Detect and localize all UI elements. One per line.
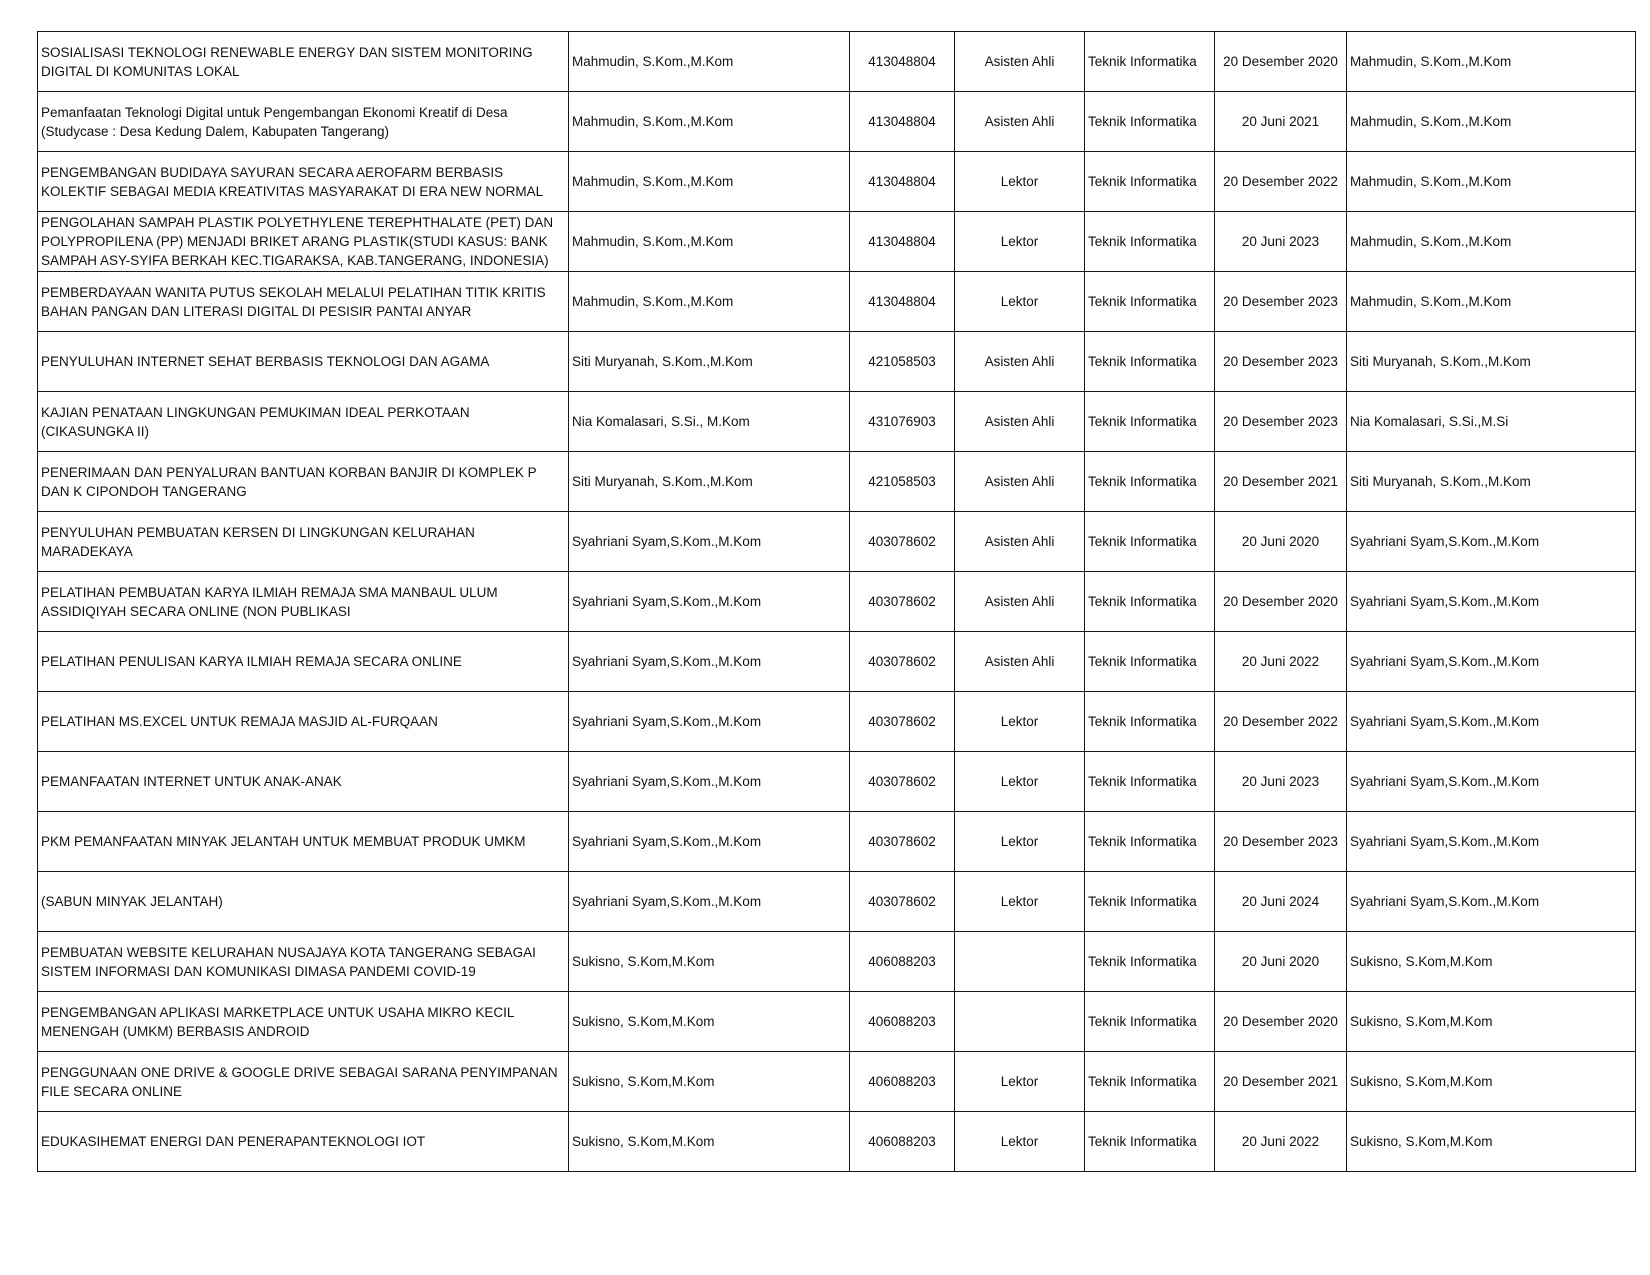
- cell-judul: PENERIMAAN DAN PENYALURAN BANTUAN KORBAN BANJIR DI KOMPLEK P DAN K CIPONDOH TANGERANG: [38, 452, 569, 512]
- cell-ketua: Syahriani Syam,S.Kom.,M.Kom: [1347, 812, 1636, 872]
- cell-tanggal: 20 Desember 2023: [1215, 272, 1347, 332]
- cell-dosen: Syahriani Syam,S.Kom.,M.Kom: [569, 512, 850, 572]
- cell-nidn: 431076903: [850, 392, 955, 452]
- cell-ketua: Sukisno, S.Kom,M.Kom: [1347, 992, 1636, 1052]
- cell-nidn: 406088203: [850, 932, 955, 992]
- cell-tanggal: 20 Juni 2023: [1215, 212, 1347, 272]
- cell-dosen: Mahmudin, S.Kom.,M.Kom: [569, 92, 850, 152]
- cell-ketua: Mahmudin, S.Kom.,M.Kom: [1347, 272, 1636, 332]
- cell-prodi: Teknik Informatika: [1085, 1052, 1215, 1112]
- cell-judul: PENGEMBANGAN BUDIDAYA SAYURAN SECARA AEROFARM BERBASIS KOLEKTIF SEBAGAI MEDIA KREATIVITAS MASYARAKAT DI ERA NEW NORMAL: [38, 152, 569, 212]
- cell-nidn: 413048804: [850, 152, 955, 212]
- cell-ketua: Syahriani Syam,S.Kom.,M.Kom: [1347, 512, 1636, 572]
- cell-nidn: 403078602: [850, 512, 955, 572]
- cell-ketua: Sukisno, S.Kom,M.Kom: [1347, 1052, 1636, 1112]
- cell-nidn: 403078602: [850, 872, 955, 932]
- cell-ketua: Syahriani Syam,S.Kom.,M.Kom: [1347, 752, 1636, 812]
- cell-prodi: Teknik Informatika: [1085, 452, 1215, 512]
- cell-tanggal: 20 Juni 2021: [1215, 92, 1347, 152]
- cell-nidn: 406088203: [850, 1112, 955, 1172]
- cell-dosen: Nia Komalasari, S.Si., M.Kom: [569, 392, 850, 452]
- cell-judul: PENYULUHAN PEMBUATAN KERSEN DI LINGKUNGAN KELURAHAN MARADEKAYA: [38, 512, 569, 572]
- cell-dosen: Siti Muryanah, S.Kom.,M.Kom: [569, 452, 850, 512]
- cell-jabatan: [955, 992, 1085, 1052]
- cell-nidn: 413048804: [850, 272, 955, 332]
- cell-ketua: Sukisno, S.Kom,M.Kom: [1347, 1112, 1636, 1172]
- cell-dosen: Mahmudin, S.Kom.,M.Kom: [569, 212, 850, 272]
- cell-judul: PENGOLAHAN SAMPAH PLASTIK POLYETHYLENE TEREPHTHALATE (PET) DAN POLYPROPILENA (PP) MENJADI BRIKET ARANG PLASTIK(STUDI KASUS: BANK SAMPAH ASY-SYIFA BERKAH KEC.TIGARAKSA, KAB.TANGERANG, INDONESIA): [38, 212, 569, 272]
- cell-ketua: Mahmudin, S.Kom.,M.Kom: [1347, 212, 1636, 272]
- cell-judul: PENGEMBANGAN APLIKASI MARKETPLACE UNTUK USAHA MIKRO KECIL MENENGAH (UMKM) BERBASIS ANDROID: [38, 992, 569, 1052]
- cell-prodi: Teknik Informatika: [1085, 572, 1215, 632]
- cell-nidn: 406088203: [850, 992, 955, 1052]
- cell-ketua: Mahmudin, S.Kom.,M.Kom: [1347, 32, 1636, 92]
- cell-dosen: Mahmudin, S.Kom.,M.Kom: [569, 272, 850, 332]
- cell-prodi: Teknik Informatika: [1085, 812, 1215, 872]
- cell-judul: PENGGUNAAN ONE DRIVE & GOOGLE DRIVE SEBAGAI SARANA PENYIMPANAN FILE SECARA ONLINE: [38, 1052, 569, 1112]
- cell-nidn: 403078602: [850, 812, 955, 872]
- cell-dosen: Syahriani Syam,S.Kom.,M.Kom: [569, 812, 850, 872]
- cell-jabatan: Asisten Ahli: [955, 32, 1085, 92]
- cell-judul: PELATIHAN MS.EXCEL UNTUK REMAJA MASJID AL-FURQAAN: [38, 692, 569, 752]
- cell-ketua: Syahriani Syam,S.Kom.,M.Kom: [1347, 572, 1636, 632]
- cell-prodi: Teknik Informatika: [1085, 1112, 1215, 1172]
- cell-tanggal: 20 Desember 2020: [1215, 572, 1347, 632]
- cell-tanggal: 20 Juni 2020: [1215, 932, 1347, 992]
- table-row: [38, 452, 1636, 512]
- cell-nidn: 406088203: [850, 1052, 955, 1112]
- cell-prodi: Teknik Informatika: [1085, 152, 1215, 212]
- cell-jabatan: Lektor: [955, 752, 1085, 812]
- cell-dosen: Syahriani Syam,S.Kom.,M.Kom: [569, 572, 850, 632]
- cell-dosen: Syahriani Syam,S.Kom.,M.Kom: [569, 632, 850, 692]
- cell-prodi: Teknik Informatika: [1085, 692, 1215, 752]
- cell-nidn: 403078602: [850, 752, 955, 812]
- cell-dosen: Sukisno, S.Kom,M.Kom: [569, 1112, 850, 1172]
- cell-prodi: Teknik Informatika: [1085, 512, 1215, 572]
- cell-tanggal: 20 Desember 2023: [1215, 812, 1347, 872]
- cell-dosen: Siti Muryanah, S.Kom.,M.Kom: [569, 332, 850, 392]
- cell-ketua: Syahriani Syam,S.Kom.,M.Kom: [1347, 692, 1636, 752]
- cell-nidn: 403078602: [850, 572, 955, 632]
- cell-prodi: Teknik Informatika: [1085, 632, 1215, 692]
- cell-jabatan: Lektor: [955, 152, 1085, 212]
- table-row: [38, 692, 1636, 752]
- cell-judul: KAJIAN PENATAAN LINGKUNGAN PEMUKIMAN IDEAL PERKOTAAN (CIKASUNGKA II): [38, 392, 569, 452]
- cell-jabatan: Lektor: [955, 692, 1085, 752]
- table-row: [38, 212, 1636, 272]
- cell-jabatan: Lektor: [955, 812, 1085, 872]
- cell-dosen: Mahmudin, S.Kom.,M.Kom: [569, 32, 850, 92]
- cell-ketua: Sukisno, S.Kom,M.Kom: [1347, 932, 1636, 992]
- cell-jabatan: Lektor: [955, 1112, 1085, 1172]
- table-row: [38, 632, 1636, 692]
- table-body: [38, 32, 1636, 1172]
- cell-jabatan: [955, 932, 1085, 992]
- cell-jabatan: Lektor: [955, 272, 1085, 332]
- cell-jabatan: Asisten Ahli: [955, 452, 1085, 512]
- cell-tanggal: 20 Desember 2020: [1215, 32, 1347, 92]
- cell-dosen: Sukisno, S.Kom,M.Kom: [569, 932, 850, 992]
- cell-tanggal: 20 Desember 2021: [1215, 1052, 1347, 1112]
- cell-judul: PEMANFAATAN INTERNET UNTUK ANAK-ANAK: [38, 752, 569, 812]
- table-row: [38, 92, 1636, 152]
- cell-judul: SOSIALISASI TEKNOLOGI RENEWABLE ENERGY DAN SISTEM MONITORING DIGITAL DI KOMUNITAS LOKAL: [38, 32, 569, 92]
- cell-jabatan: Asisten Ahli: [955, 512, 1085, 572]
- cell-judul: PENYULUHAN INTERNET SEHAT BERBASIS TEKNOLOGI DAN AGAMA: [38, 332, 569, 392]
- table-row: [38, 1112, 1636, 1172]
- cell-prodi: Teknik Informatika: [1085, 272, 1215, 332]
- cell-judul: PEMBERDAYAAN WANITA PUTUS SEKOLAH MELALUI PELATIHAN TITIK KRITIS BAHAN PANGAN DAN LITERASI DIGITAL DI PESISIR PANTAI ANYAR: [38, 272, 569, 332]
- table-row: [38, 32, 1636, 92]
- cell-ketua: Syahriani Syam,S.Kom.,M.Kom: [1347, 632, 1636, 692]
- cell-tanggal: 20 Juni 2023: [1215, 752, 1347, 812]
- cell-jabatan: Asisten Ahli: [955, 332, 1085, 392]
- cell-dosen: Mahmudin, S.Kom.,M.Kom: [569, 152, 850, 212]
- cell-tanggal: 20 Desember 2020: [1215, 992, 1347, 1052]
- cell-tanggal: 20 Juni 2024: [1215, 872, 1347, 932]
- cell-nidn: 413048804: [850, 32, 955, 92]
- cell-prodi: Teknik Informatika: [1085, 212, 1215, 272]
- cell-judul: PKM PEMANFAATAN MINYAK JELANTAH UNTUK MEMBUAT PRODUK UMKM: [38, 812, 569, 872]
- cell-jabatan: Asisten Ahli: [955, 92, 1085, 152]
- cell-prodi: Teknik Informatika: [1085, 752, 1215, 812]
- cell-ketua: Mahmudin, S.Kom.,M.Kom: [1347, 152, 1636, 212]
- cell-ketua: Nia Komalasari, S.Si.,M.Si: [1347, 392, 1636, 452]
- cell-judul: EDUKASIHEMAT ENERGI DAN PENERAPANTEKNOLOGI IOT: [38, 1112, 569, 1172]
- cell-prodi: Teknik Informatika: [1085, 92, 1215, 152]
- cell-tanggal: 20 Desember 2023: [1215, 332, 1347, 392]
- cell-tanggal: 20 Desember 2022: [1215, 152, 1347, 212]
- cell-nidn: 413048804: [850, 212, 955, 272]
- table-row: [38, 572, 1636, 632]
- cell-judul: PELATIHAN PEMBUATAN KARYA ILMIAH REMAJA SMA MANBAUL ULUM ASSIDIQIYAH SECARA ONLINE (NON PUBLIKASI: [38, 572, 569, 632]
- cell-tanggal: 20 Desember 2022: [1215, 692, 1347, 752]
- cell-prodi: Teknik Informatika: [1085, 872, 1215, 932]
- cell-nidn: 421058503: [850, 452, 955, 512]
- cell-prodi: Teknik Informatika: [1085, 392, 1215, 452]
- cell-tanggal: 20 Juni 2020: [1215, 512, 1347, 572]
- cell-ketua: Syahriani Syam,S.Kom.,M.Kom: [1347, 872, 1636, 932]
- data-table: [37, 31, 1636, 1172]
- cell-tanggal: 20 Juni 2022: [1215, 632, 1347, 692]
- cell-nidn: 421058503: [850, 332, 955, 392]
- cell-judul: (SABUN MINYAK JELANTAH): [38, 872, 569, 932]
- cell-nidn: 403078602: [850, 632, 955, 692]
- cell-judul: PEMBUATAN WEBSITE KELURAHAN NUSAJAYA KOTA TANGERANG SEBAGAI SISTEM INFORMASI DAN KOMUNIKASI DIMASA PANDEMI COVID-19: [38, 932, 569, 992]
- cell-tanggal: 20 Desember 2021: [1215, 452, 1347, 512]
- table-row: [38, 932, 1636, 992]
- table-row: [38, 392, 1636, 452]
- cell-jabatan: Lektor: [955, 1052, 1085, 1112]
- table-row: [38, 872, 1636, 932]
- cell-judul: Pemanfaatan Teknologi Digital untuk Pengembangan Ekonomi Kreatif di Desa (Studycase : Desa Kedung Dalem, Kabupaten Tangerang): [38, 92, 569, 152]
- table-row: [38, 992, 1636, 1052]
- table-row: [38, 1052, 1636, 1112]
- cell-prodi: Teknik Informatika: [1085, 932, 1215, 992]
- cell-dosen: Syahriani Syam,S.Kom.,M.Kom: [569, 872, 850, 932]
- cell-tanggal: 20 Desember 2023: [1215, 392, 1347, 452]
- cell-jabatan: Asisten Ahli: [955, 632, 1085, 692]
- table-row: [38, 152, 1636, 212]
- table-row: [38, 812, 1636, 872]
- cell-prodi: Teknik Informatika: [1085, 32, 1215, 92]
- cell-dosen: Syahriani Syam,S.Kom.,M.Kom: [569, 752, 850, 812]
- cell-jabatan: Asisten Ahli: [955, 572, 1085, 632]
- table-row: [38, 512, 1636, 572]
- cell-jabatan: Asisten Ahli: [955, 392, 1085, 452]
- cell-tanggal: 20 Juni 2022: [1215, 1112, 1347, 1172]
- table-row: [38, 332, 1636, 392]
- cell-nidn: 403078602: [850, 692, 955, 752]
- cell-judul: PELATIHAN PENULISAN KARYA ILMIAH REMAJA SECARA ONLINE: [38, 632, 569, 692]
- cell-nidn: 413048804: [850, 92, 955, 152]
- cell-jabatan: Lektor: [955, 212, 1085, 272]
- cell-jabatan: Lektor: [955, 872, 1085, 932]
- cell-ketua: Mahmudin, S.Kom.,M.Kom: [1347, 92, 1636, 152]
- cell-prodi: Teknik Informatika: [1085, 332, 1215, 392]
- cell-ketua: Siti Muryanah, S.Kom.,M.Kom: [1347, 452, 1636, 512]
- table-row: [38, 272, 1636, 332]
- cell-prodi: Teknik Informatika: [1085, 992, 1215, 1052]
- cell-dosen: Syahriani Syam,S.Kom.,M.Kom: [569, 692, 850, 752]
- cell-dosen: Sukisno, S.Kom,M.Kom: [569, 1052, 850, 1112]
- cell-ketua: Siti Muryanah, S.Kom.,M.Kom: [1347, 332, 1636, 392]
- cell-dosen: Sukisno, S.Kom,M.Kom: [569, 992, 850, 1052]
- table-row: [38, 752, 1636, 812]
